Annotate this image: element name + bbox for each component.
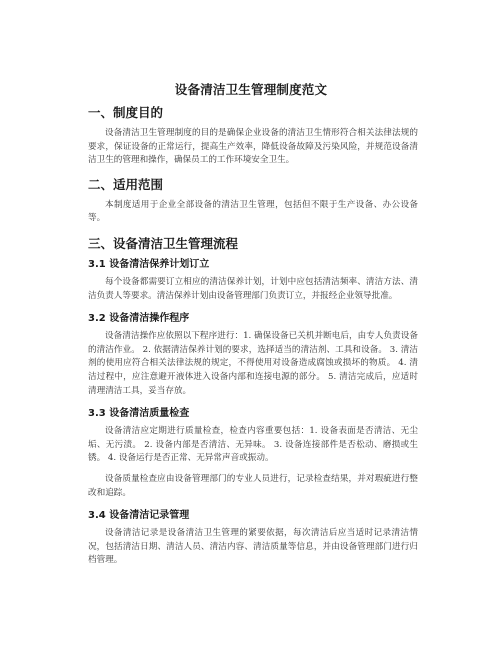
subsection-heading-procedure: 3.2 设备清洁操作程序 — [88, 313, 190, 325]
section-heading-scope: 二、适用范围 — [88, 176, 164, 192]
quality-check-paragraph: 设备清洁应定期进行质量检查，检查内容重要包括：1. 设备表面是否清洁、无尘垢、无污渍。 2. 设备内部是否清洁、无异味。 3. 设备连接部件是否松动、磨损或生锈。 4. 设备运行是否正常、无异常声音或振动。 — [88, 426, 418, 464]
subsection-heading-records: 3.4 设备清洁记录管理 — [88, 510, 190, 522]
subsection-heading-plan: 3.1 设备清洁保养计划订立 — [88, 258, 210, 270]
section-heading-process: 三、设备清洁卫生管理流程 — [88, 235, 239, 251]
records-paragraph: 设备清洁记录是设备清洁卫生管理的紧要依据，每次清洁后应当适时记录清洁情况，包括清洁日期、清洁人员、清洁内容、清洁质量等信息，并由设备管理部门进行归档管理。 — [88, 528, 418, 566]
purpose-paragraph: 设备清洁卫生管理制度的目的是确保企业设备的清洁卫生情形符合相关法律法规的要求，保证设备的正常运行，提高生产效率，降低设备故障及污染风险，并规范设备清洁卫生的管理和操作，确保员工的工作环境安全卫生。 — [88, 128, 418, 166]
scope-paragraph: 本制度适用于企业全部设备的清洁卫生管理，包括但不限于生产设备、办公设备等。 — [88, 199, 418, 224]
subsection-heading-quality-check: 3.3 设备清洁质量检查 — [88, 408, 190, 420]
plan-paragraph: 每个设备都需要订立相应的清洁保养计划，计划中应包括清洁频率、清洁方法、清洁负责人等要求。清洁保养计划由设备管理部门负责订立，并报经企业领导批准。 — [88, 276, 418, 301]
quality-check-followup-paragraph: 设备质量检查应由设备管理部门的专业人员进行，记录检查结果，并对瑕疵进行整改和追踪。 — [88, 473, 418, 498]
document-title: 设备清洁卫生管理制度范文 — [174, 82, 328, 97]
procedure-paragraph: 设备清洁操作应依照以下程序进行：1. 确保设备已关机并断电后，由专人负责设备的清洁作业。 2. 依据清洁保养计划的要求，选择适当的清洁剂、工具和设备。 3. 清洁剂的使用应符合相关法律法规的规定，不得使用对设备造成腐蚀或损坏的物质。 4. 清洁过程中，应注意避开液体进入设备内部和连接电源的部分。 5. 清洁完成后，应适时清理清洁工具，妥当存放。 — [88, 331, 418, 396]
section-heading-purpose: 一、制度目的 — [88, 105, 164, 120]
document-body — [88, 104, 418, 568]
